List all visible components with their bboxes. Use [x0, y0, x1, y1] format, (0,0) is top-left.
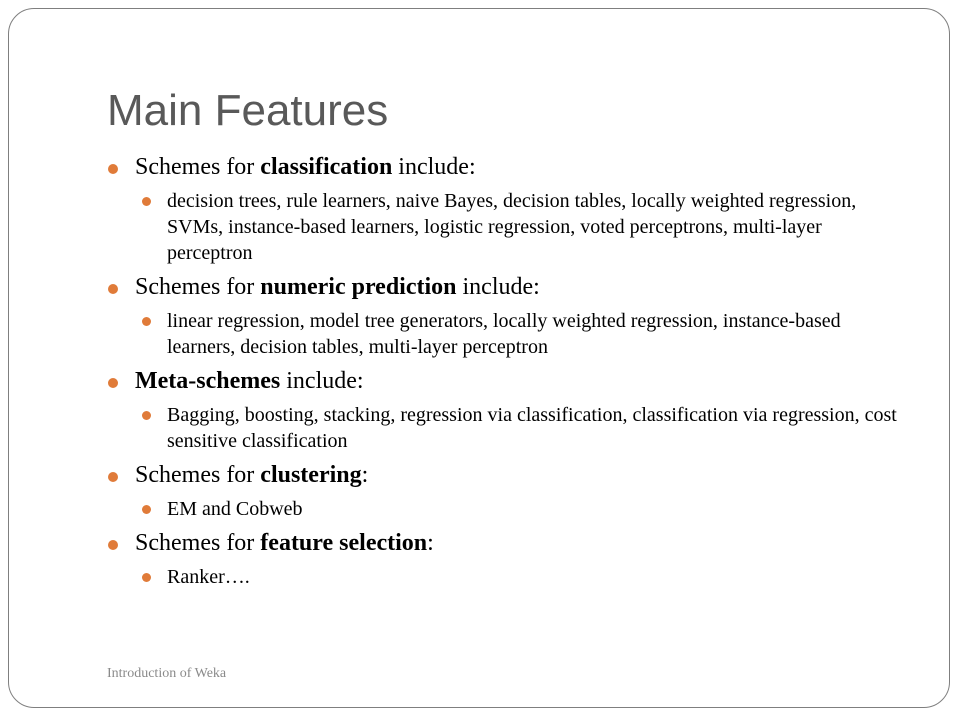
circle-bullet-icon [142, 573, 151, 582]
sub-bullet-feature-selection [107, 564, 907, 590]
sub-bullet-clustering [107, 496, 907, 522]
bullet-text: Meta-schemes include: [135, 368, 364, 394]
bullet-text: Schemes for clustering: [135, 462, 369, 488]
circle-bullet-icon [142, 317, 151, 326]
circle-bullet-icon [108, 472, 118, 482]
bullet-text: Schemes for feature selection: [135, 530, 434, 556]
circle-bullet-icon [108, 164, 118, 174]
sub-bullet-text: decision trees, rule learners, naive Bayes, decision tables, locally weighted regression, SVMs, instance-based learners, logistic regression, voted perceptrons, multi-layer perceptron [167, 190, 857, 264]
bullet-item-clustering [107, 460, 907, 490]
circle-bullet-icon [142, 197, 151, 206]
circle-bullet-icon [142, 505, 151, 514]
circle-bullet-icon [108, 378, 118, 388]
sub-bullet-text: EM and Cobweb [167, 498, 303, 520]
slide-footer: Introduction of Weka [107, 666, 227, 681]
sub-bullet-text: Ranker…. [167, 566, 250, 588]
bullet-item-numeric-prediction [107, 272, 907, 302]
sub-bullet-text: linear regression, model tree generators, locally weighted regression, instance-based learners, decision tables, multi-layer perceptron [167, 310, 841, 358]
sub-bullet-meta-schemes [107, 402, 907, 454]
slide-content [107, 152, 907, 596]
slide-title: Main Features [107, 86, 389, 135]
circle-bullet-icon [108, 284, 118, 294]
bullet-item-classification [107, 152, 907, 182]
bullet-item-feature-selection [107, 528, 907, 558]
circle-bullet-icon [108, 540, 118, 550]
bullet-item-meta-schemes [107, 366, 907, 396]
sub-bullet-classification [107, 188, 907, 266]
sub-bullet-numeric-prediction [107, 308, 907, 360]
sub-bullet-text: Bagging, boosting, stacking, regression via classification, classification via regression, cost sensitive classification [167, 404, 897, 452]
bullet-text: Schemes for classification include: [135, 154, 476, 180]
circle-bullet-icon [142, 411, 151, 420]
bullet-text: Schemes for numeric prediction include: [135, 274, 540, 300]
